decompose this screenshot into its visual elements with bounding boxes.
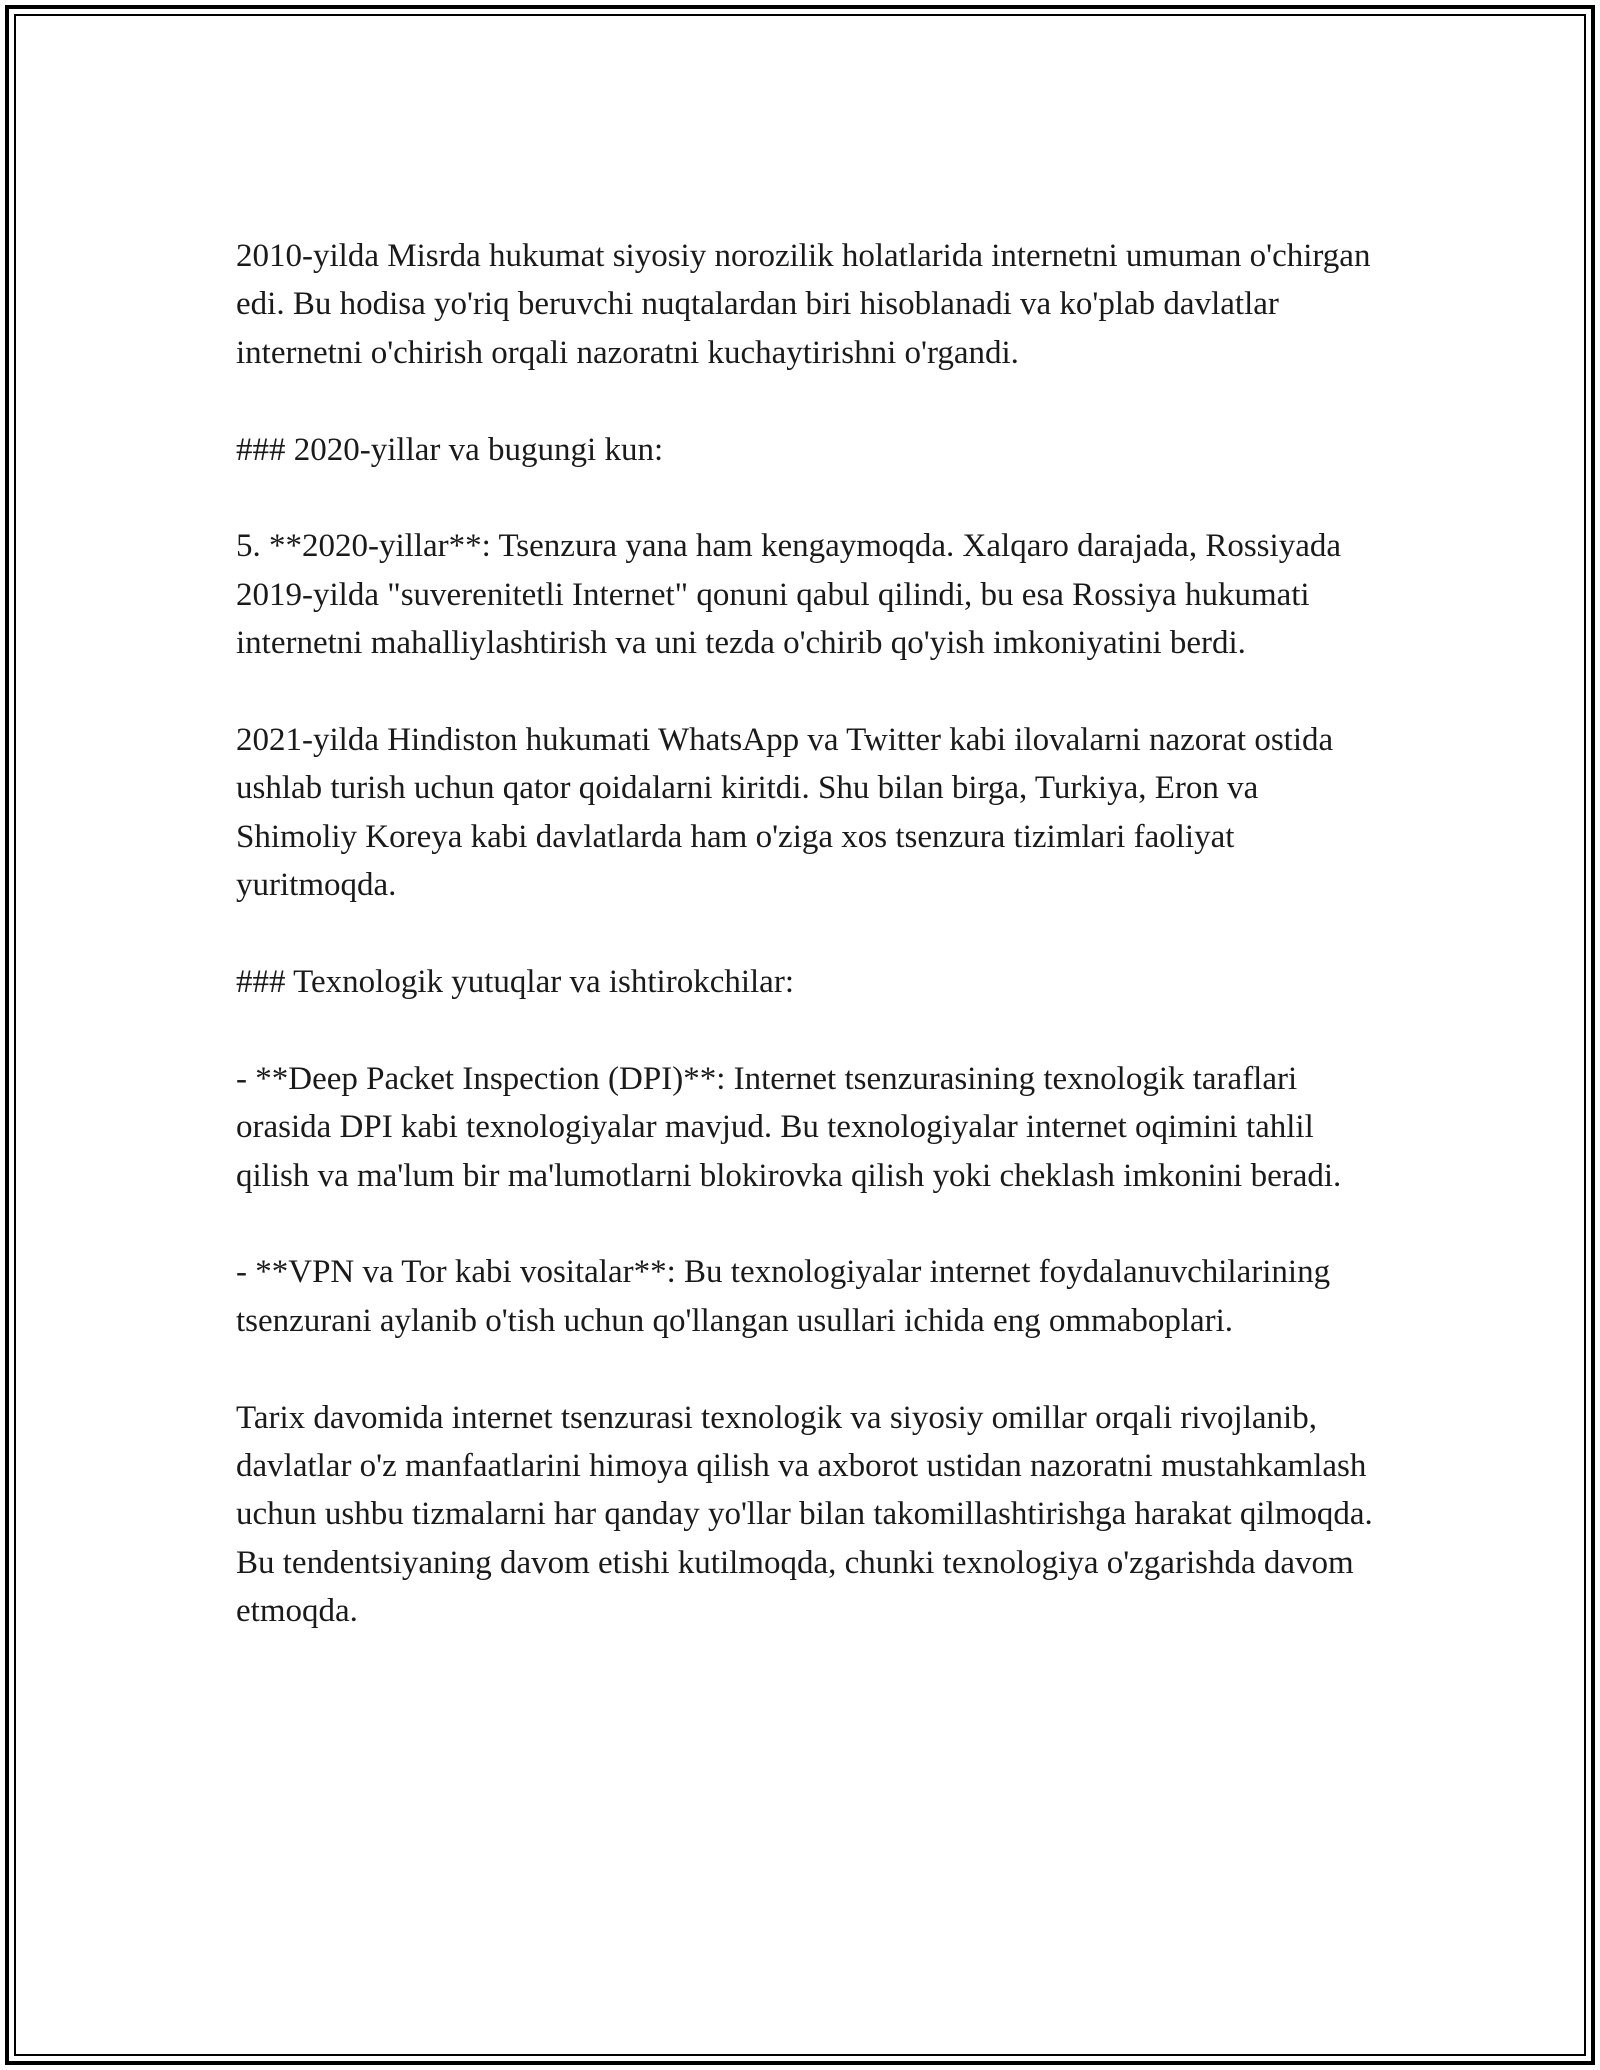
heading-tech-actors: ### Texnologik yutuqlar va ishtirokchilar: bbox=[236, 964, 794, 1001]
paragraph-dpi: - **Deep Packet Inspection (DPI)**: Internet tsenzurasining texnologik taraflari orasida DPI kabi texnologiyalar mavjud. Bu texnologiyalar internet oqimini tahlil qilish va ma'lum bir ma'lumotlarni blokirovka qilish yoki cheklash imkonini beradi. bbox=[236, 1060, 1342, 1194]
paragraph-vpn-tor: - **VPN va Tor kabi vositalar**: Bu texnologiyalar internet foydalanuvchilarining tsenzurani aylanib o'tish uchun qo'llangan usullari ichida eng ommaboplari. bbox=[236, 1254, 1331, 1339]
document-body bbox=[236, 232, 1386, 1636]
paragraph-2020s-russia: 5. **2020-yillar**: Tsenzura yana ham kengaymoqda. Xalqaro darajada, Rossiyada 2019-yilda "suverenitetli Internet" qonuni qabul qilindi, bu esa Rossiya hukumati internetni mahalliylashtirish va uni tezda o'chirib qo'yish imkoniyatini berdi. bbox=[236, 528, 1341, 662]
heading-2020s-today: ### 2020-yillar va bugungi kun: bbox=[236, 431, 664, 468]
paragraph-conclusion: Tarix davomida internet tsenzurasi texnologik va siyosiy omillar orqali rivojlanib, davlatlar o'z manfaatlarini himoya qilish va axborot ustidan nazoratni mustahkamlash uchun ushbu tizmalarni har qanday yo'llar bilan takomillashtirishga harakat qilmoqda. Bu tendentsiyaning davom etishi kutilmoqda, chunki texnologiya o'zgarishda davom etmoqda. bbox=[236, 1399, 1373, 1630]
paragraph-egypt-shutdown: 2010-yilda Misrda hukumat siyosiy norozilik holatlarida internetni umuman o'chirgan edi. Bu hodisa yo'riq beruvchi nuqtalardan biri hisoblanadi va ko'plab davlatlar internetni o'chirish orqali nazoratni kuchaytirishni o'rgandi. bbox=[236, 238, 1371, 371]
paragraph-2021-india: 2021-yilda Hindiston hukumati WhatsApp va Twitter kabi ilovalarni nazorat ostida ushlab turish uchun qator qoidalarni kiritdi. Shu bilan birga, Turkiya, Eron va Shimoliy Koreya kabi davlatlarda ham o'ziga xos tsenzura tizimlari faoliyat yuritmoqda. bbox=[236, 722, 1334, 904]
